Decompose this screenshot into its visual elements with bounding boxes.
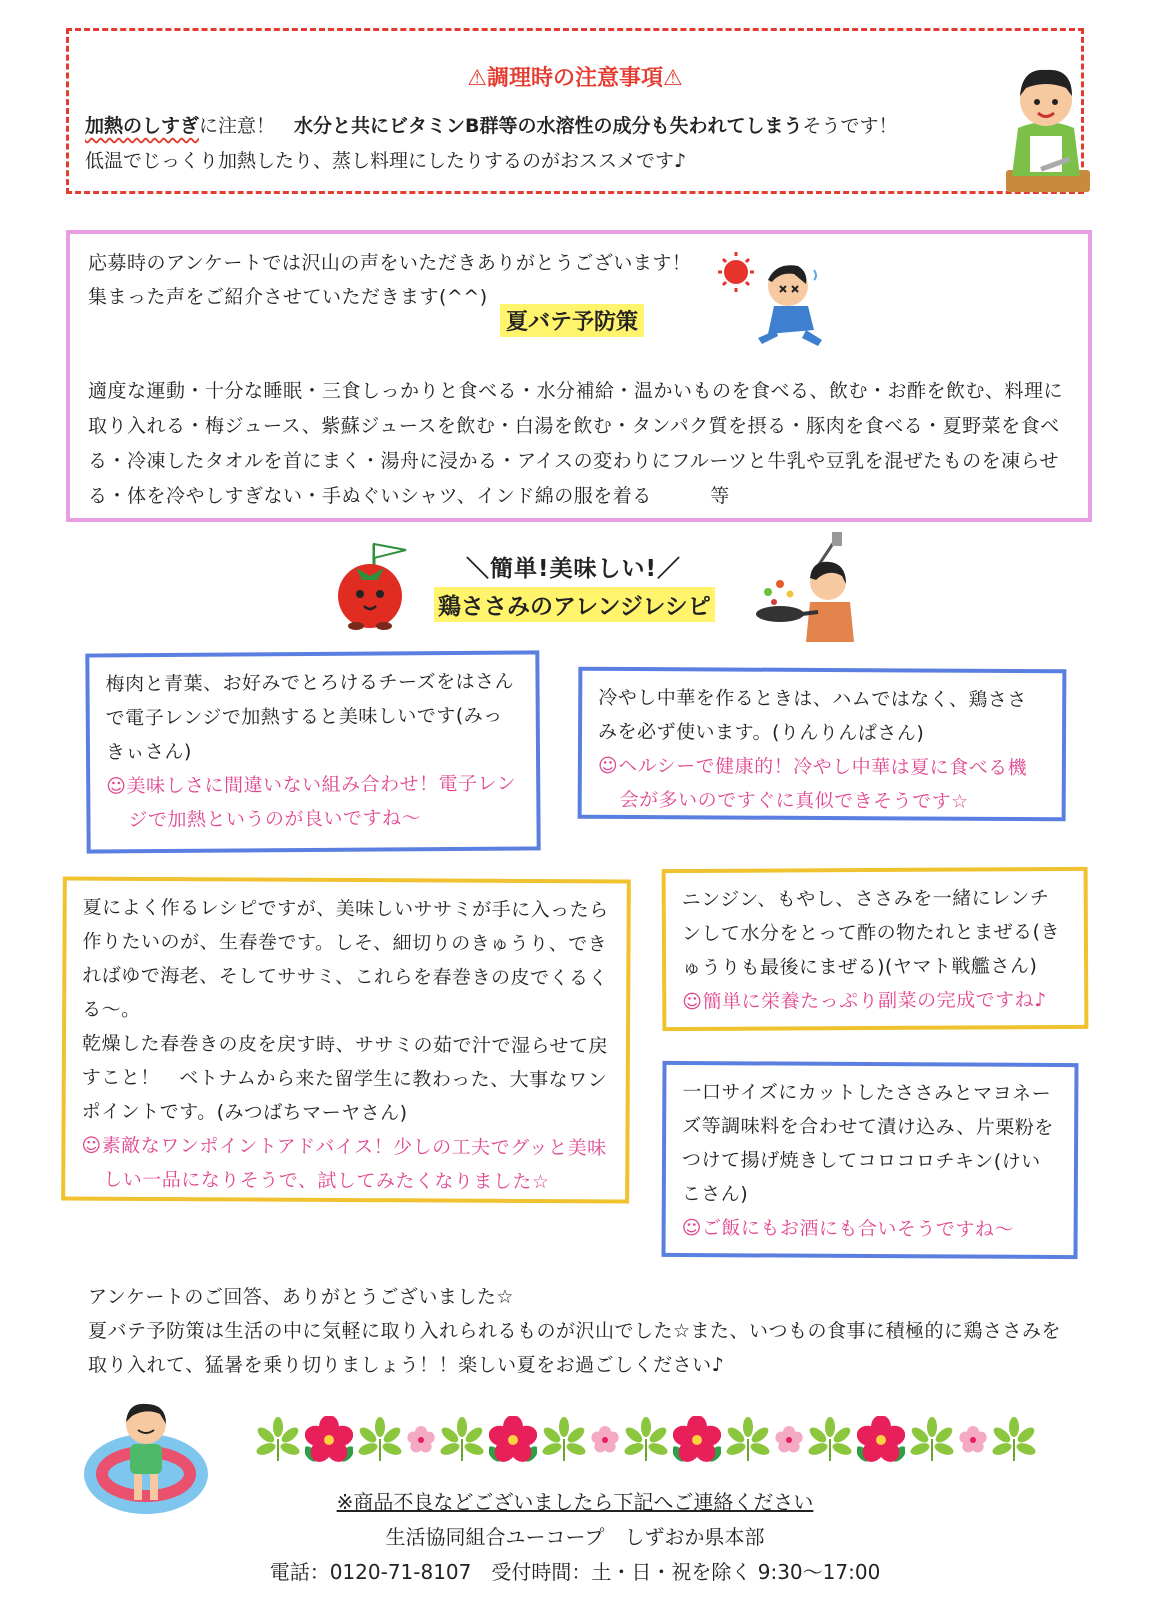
recipe-card-1 xyxy=(85,650,540,853)
contact-info xyxy=(0,1485,1150,1590)
blossom-icon xyxy=(775,1426,803,1454)
caution-emphasis-nutrients: 水分と共にビタミンB群等の水溶性の成分も失われてしまう xyxy=(294,115,803,137)
recipe-card-5 xyxy=(661,1061,1078,1259)
leaf-icon xyxy=(358,1417,402,1463)
recipe-card-2 xyxy=(578,667,1067,822)
survey-heading: 夏バテ予防策 xyxy=(500,304,644,337)
recipe-card-2-comment: ☺ヘルシーで健康的！冷やし中華は夏に食べる機会が多いのですぐに真似できそうです☆ xyxy=(597,754,1028,813)
thanks-message xyxy=(88,1280,1068,1382)
hibiscus-icon xyxy=(857,1416,905,1464)
recipe-card-3 xyxy=(61,877,631,1204)
leaf-icon xyxy=(992,1417,1036,1463)
survey-intro-1: 応募時のアンケートでは沢山の声をいただきありがとうございます！ xyxy=(88,252,692,274)
hibiscus-icon xyxy=(305,1416,353,1464)
caution-line-1 xyxy=(85,111,898,138)
caution-text-b: そうです！ xyxy=(802,115,898,137)
leaf-icon xyxy=(542,1417,586,1463)
contact-phone: 電話：0120-71-8107 受付時間：土・日・祝を除く 9:30～17:00 xyxy=(269,1560,881,1584)
caution-line-2: 低温でじっくり加熱したり、蒸し料理にしたりするのがおススメです♪ xyxy=(85,150,687,172)
thanks-line-2: 夏バテ予防策は生活の中に気軽に取り入れられるものが沢山でした☆また、いつもの食事に積極的に鶏ささみを取り入れて、猛暑を乗り切りましょう！！楽しい夏をお過ごしください♪ xyxy=(88,1320,1062,1376)
survey-intro-2: 集まった声をご紹介させていただきます(^^) xyxy=(88,286,488,308)
caution-emphasis-overheating: 加熱のしすぎ xyxy=(85,115,200,137)
leaf-icon xyxy=(726,1417,770,1463)
leaf-icon xyxy=(624,1417,668,1463)
recipe-card-5-text: 一口サイズにカットしたささみとマヨネーズ等調味料を合わせて漬け込み、片栗粉をつけて揚げ焼きしてコロコロチキン(けいこさん) xyxy=(681,1081,1054,1206)
blossom-icon xyxy=(959,1426,987,1454)
survey-box xyxy=(66,230,1092,522)
recipe-card-4-comment: ☺簡単に栄養たっぷり副菜の完成ですね♪ xyxy=(682,989,1047,1014)
hibiscus-icon xyxy=(673,1416,721,1464)
caution-box xyxy=(66,28,1084,194)
recipe-card-4 xyxy=(662,867,1089,1031)
recipe-card-4-text: ニンジン、もやし、ささみを一緒にレンチンして水分をとって酢の物たれとまぜる(きゅうりも最後にまぜる)(ヤマト戦艦さん) xyxy=(681,887,1061,980)
hibiscus-icon xyxy=(489,1416,537,1464)
thanks-line-1: アンケートのご回答、ありがとうございました☆ xyxy=(88,1286,514,1308)
contact-note: ※商品不良などございましたら下記へご連絡ください xyxy=(336,1490,814,1514)
tomato-mascot-illustration xyxy=(330,540,412,630)
blossom-icon xyxy=(407,1426,435,1454)
recipe-card-5-comment: ☺ご飯にもお酒にも合いそうですね～ xyxy=(681,1217,1015,1241)
heat-exhausted-boy-illustration xyxy=(718,250,828,350)
recipe-heading-chicken: 鶏ささみのアレンジレシピ xyxy=(434,587,715,622)
recipe-card-1-text: 梅肉と青葉、お好みでとろけるチーズをはさんで電子レンジで加熱すると美味しいです(みっきぃさん) xyxy=(105,670,515,764)
recipe-card-3-comment: ☺素敵なワンポイントアドバイス！少しの工夫でグッと美味しい一品になりそうで、試してみたくなりました☆ xyxy=(81,1134,607,1194)
woman-cooking-illustration xyxy=(754,532,864,642)
leaf-icon xyxy=(440,1417,484,1463)
recipe-card-3-text: 夏によく作るレシピですが、美味しいササミが手に入ったら作りたいのが、生春巻です。しそ、細切りのきゅうり、できればゆで海老、そしてササミ、これらを春巻きの皮でくるくる～。 乾燥した春巻きの皮を戻す時、ササミの茹で汁で湿らせて戻すこと！ ベトナムから来た留学生に教わった、大事なワンポイントです。(みつばちマーヤさん) xyxy=(81,896,609,1125)
recipe-card-2-text: 冷やし中華を作るときは、ハムではなく、鶏ささみを必ず使います。(りんりんぱさん) xyxy=(598,686,1027,745)
blossom-icon xyxy=(591,1426,619,1454)
recipe-card-1-comment: ☺美味しさに間違いない組み合わせ！電子レンジで加熱というのが良いですね～ xyxy=(106,772,517,832)
contact-organization: 生活協同組合ユーコープ しずおか県本部 xyxy=(385,1525,765,1549)
leaf-icon xyxy=(808,1417,852,1463)
survey-tips: 適度な運動・十分な睡眠・三食しっかりと食べる・水分補給・温かいものを食べる、飲む・お酢を飲む、料理に取り入れる・梅ジュース、紫蘇ジュースを飲む・白湯を飲む・タンパク質を摂る・豚肉を食べる・夏野菜を食べる・冷凍したタオルを首にまく・湯舟に浸かる・アイスの変わりにフルーツと牛乳や豆乳を混ぜたものを凍らせる・体を冷やしすぎない・手ぬぐいシャツ、インド綿の服を着る 等 xyxy=(88,380,1064,507)
hibiscus-garland xyxy=(256,1412,1036,1468)
caution-title: ⚠調理時の注意事項⚠ xyxy=(467,66,683,91)
leaf-icon xyxy=(910,1417,954,1463)
caution-text-a: に注意！ xyxy=(199,115,295,137)
chef-cutting-illustration xyxy=(996,58,1096,198)
recipe-heading-easy-tasty: ＼簡単!美味しい!／ xyxy=(466,556,681,582)
leaf-icon xyxy=(256,1417,300,1463)
